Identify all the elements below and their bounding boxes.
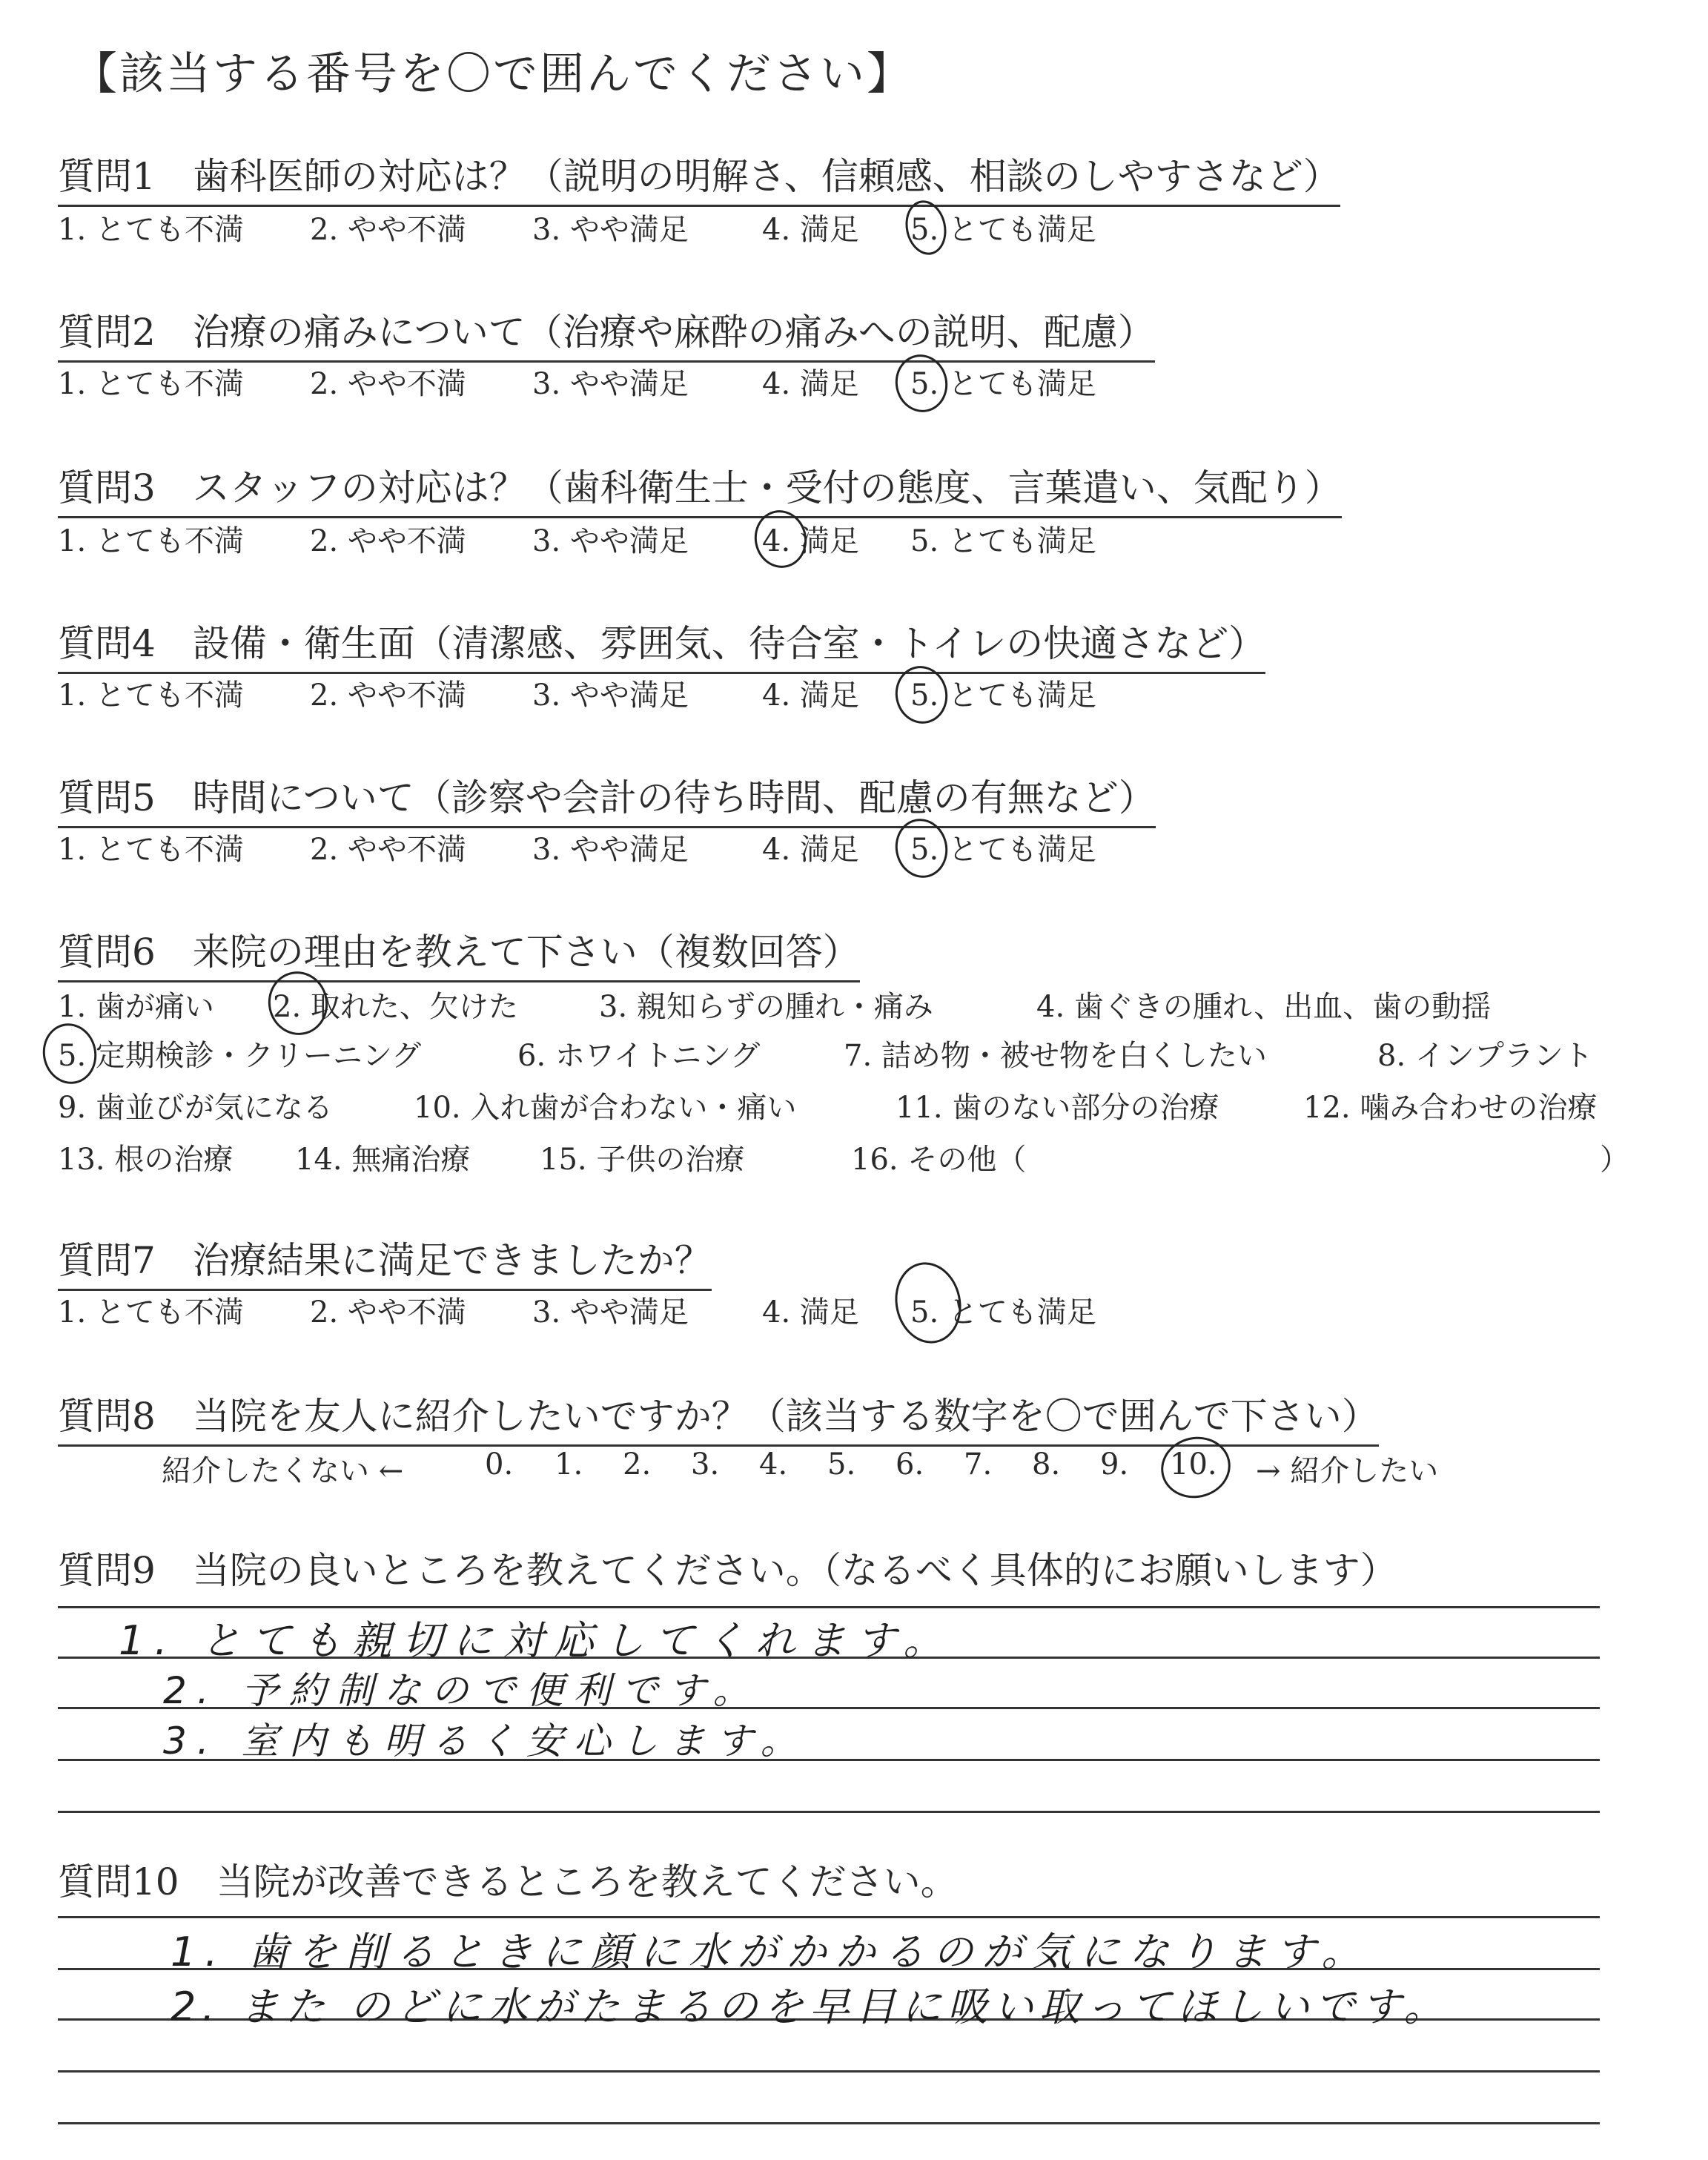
q8-option-2[interactable]: 2.: [623, 1447, 652, 1482]
q9-line-5: [58, 1811, 1600, 1813]
page-title: 【該当する番号を〇で囲んでください】: [73, 48, 913, 100]
q7-option-3[interactable]: 3. やや満足: [532, 1295, 689, 1330]
q6-option-13[interactable]: 13. 根の治療: [58, 1143, 234, 1177]
q7-option-5[interactable]: 5. とても満足: [910, 1295, 1096, 1330]
q2-option-1[interactable]: 1. とても不満: [58, 367, 244, 401]
q7-selection-circle: [888, 1256, 969, 1350]
q4-label: 質問4 設備・衛生面（清潔感、雰囲気、待合室・トイレの快適さなど）: [58, 614, 1265, 674]
q5-option-4[interactable]: 4. 満足: [762, 833, 859, 867]
q3-option-2[interactable]: 2. やや不満: [310, 524, 466, 558]
q6-option-7[interactable]: 7. 詰め物・被せ物を白くしたい: [844, 1039, 1267, 1073]
q6-option-5[interactable]: 5. 定期検診・クリーニング: [58, 1039, 422, 1073]
q1-option-5[interactable]: 5. とても満足: [910, 213, 1096, 247]
q7-label: 質問7 治療結果に満足できましたか？: [58, 1231, 712, 1291]
q6-option-15[interactable]: 15. 子供の治療: [540, 1143, 745, 1177]
q10-label: 質問10 当院が改善できるところを教えてください。: [58, 1860, 958, 1903]
q6-selection-circle-5: [37, 1018, 102, 1089]
q4-option-4[interactable]: 4. 満足: [762, 678, 859, 713]
q9-answer-1[interactable]: 1. とても親切に対応してくれます。: [119, 1617, 954, 1664]
q7-option-2[interactable]: 2. やや不満: [310, 1295, 466, 1330]
q2-option-2[interactable]: 2. やや不満: [310, 367, 466, 401]
q8-option-10[interactable]: 10.: [1170, 1447, 1217, 1482]
q7-option-4[interactable]: 4. 満足: [762, 1295, 859, 1330]
q10-line-1: [58, 1916, 1600, 1918]
q6-other-close: ）: [1600, 1143, 1629, 1177]
q6-option-10[interactable]: 10. 入れ歯が合わない・痛い: [414, 1091, 797, 1125]
q9-label: 質問9 当院の良いところを教えてください。（なるべく具体的にお願いします）: [58, 1549, 1397, 1592]
q6-option-2[interactable]: 2. 取れた、欠けた: [273, 990, 518, 1024]
q6-option-16[interactable]: 16. その他（: [851, 1143, 1027, 1177]
q3-option-1[interactable]: 1. とても不満: [58, 524, 244, 558]
q1-option-2[interactable]: 2. やや不満: [310, 213, 466, 247]
q10-answer-1[interactable]: 1. 歯を削るときに顔に水がかかるのが気になります。: [171, 1929, 1371, 1975]
q9-line-1: [58, 1606, 1600, 1608]
q6-option-4[interactable]: 4. 歯ぐきの腫れ、出血、歯の動揺: [1036, 990, 1492, 1024]
q2-label: 質問2 治療の痛みについて（治療や麻酔の痛みへの説明、配慮）: [58, 303, 1155, 363]
q6-option-8[interactable]: 8. インプラント: [1377, 1039, 1593, 1073]
q2-option-4[interactable]: 4. 満足: [762, 367, 859, 401]
q10-line-4: [58, 2070, 1600, 2073]
q8-low-label: 紹介したくない ←: [162, 1454, 404, 1488]
q6-option-9[interactable]: 9. 歯並びが気になる: [58, 1091, 333, 1125]
q8-option-7[interactable]: 7.: [964, 1447, 993, 1482]
q2-option-3[interactable]: 3. やや満足: [532, 367, 689, 401]
q1-option-1[interactable]: 1. とても不満: [58, 213, 244, 247]
q3-option-5[interactable]: 5. とても満足: [910, 524, 1096, 558]
q6-option-3[interactable]: 3. 親知らずの腫れ・痛み: [599, 990, 933, 1024]
q6-option-11[interactable]: 11. 歯のない部分の治療: [896, 1091, 1219, 1125]
q2-option-5[interactable]: 5. とても満足: [910, 367, 1096, 401]
q8-option-5[interactable]: 5.: [827, 1447, 856, 1482]
q6-option-12[interactable]: 12. 噛み合わせの治療: [1303, 1091, 1598, 1125]
q6-option-6[interactable]: 6. ホワイトニング: [517, 1039, 761, 1073]
q1-label: 質問1 歯科医師の対応は？（説明の明解さ、信頼感、相談のしやすさなど）: [58, 147, 1340, 207]
q6-option-1[interactable]: 1. 歯が痛い: [58, 990, 214, 1024]
q4-option-1[interactable]: 1. とても不満: [58, 678, 244, 713]
q4-option-2[interactable]: 2. やや不満: [310, 678, 466, 713]
q8-option-8[interactable]: 8.: [1032, 1447, 1061, 1482]
q9-answer-3[interactable]: 3. 室内も明るく安心します。: [163, 1720, 808, 1763]
q8-label: 質問8 当院を友人に紹介したいですか？（該当する数字を〇で囲んで下さい）: [58, 1387, 1379, 1447]
q8-option-1[interactable]: 1.: [555, 1447, 583, 1482]
q6-label: 質問6 来院の理由を教えて下さい（複数回答）: [58, 922, 860, 982]
q8-option-4[interactable]: 4.: [759, 1447, 788, 1482]
q9-answer-2[interactable]: 2. 予約制なので便利です。: [163, 1669, 761, 1712]
q5-option-1[interactable]: 1. とても不満: [58, 833, 244, 867]
q5-option-2[interactable]: 2. やや不満: [310, 833, 466, 867]
q1-option-4[interactable]: 4. 満足: [762, 213, 859, 247]
q8-high-label: → 紹介したい: [1256, 1454, 1439, 1488]
q7-option-1[interactable]: 1. とても不満: [58, 1295, 244, 1330]
q3-option-3[interactable]: 3. やや満足: [532, 524, 689, 558]
q8-option-9[interactable]: 9.: [1100, 1447, 1129, 1482]
q4-option-3[interactable]: 3. やや満足: [532, 678, 689, 713]
q10-answer-2[interactable]: 2. また のどに水がたまるのを早目に吸い取ってほしいです。: [171, 1984, 1450, 2030]
q1-option-3[interactable]: 3. やや満足: [532, 213, 689, 247]
q8-option-0[interactable]: 0.: [485, 1447, 514, 1482]
q4-option-5[interactable]: 5. とても満足: [910, 678, 1096, 713]
q8-option-3[interactable]: 3.: [691, 1447, 720, 1482]
q5-label: 質問5 時間について（診察や会計の待ち時間、配慮の有無など）: [58, 768, 1156, 828]
q8-option-6[interactable]: 6.: [896, 1447, 924, 1482]
q6-option-14[interactable]: 14. 無痛治療: [295, 1143, 471, 1177]
q5-option-3[interactable]: 3. やや満足: [532, 833, 689, 867]
q3-option-4[interactable]: 4. 満足: [762, 524, 859, 558]
q5-option-5[interactable]: 5. とても満足: [910, 833, 1096, 867]
q3-label: 質問3 スタッフの対応は？（歯科衛生士・受付の態度、言葉遣い、気配り）: [58, 458, 1342, 518]
q10-line-5: [58, 2122, 1600, 2124]
